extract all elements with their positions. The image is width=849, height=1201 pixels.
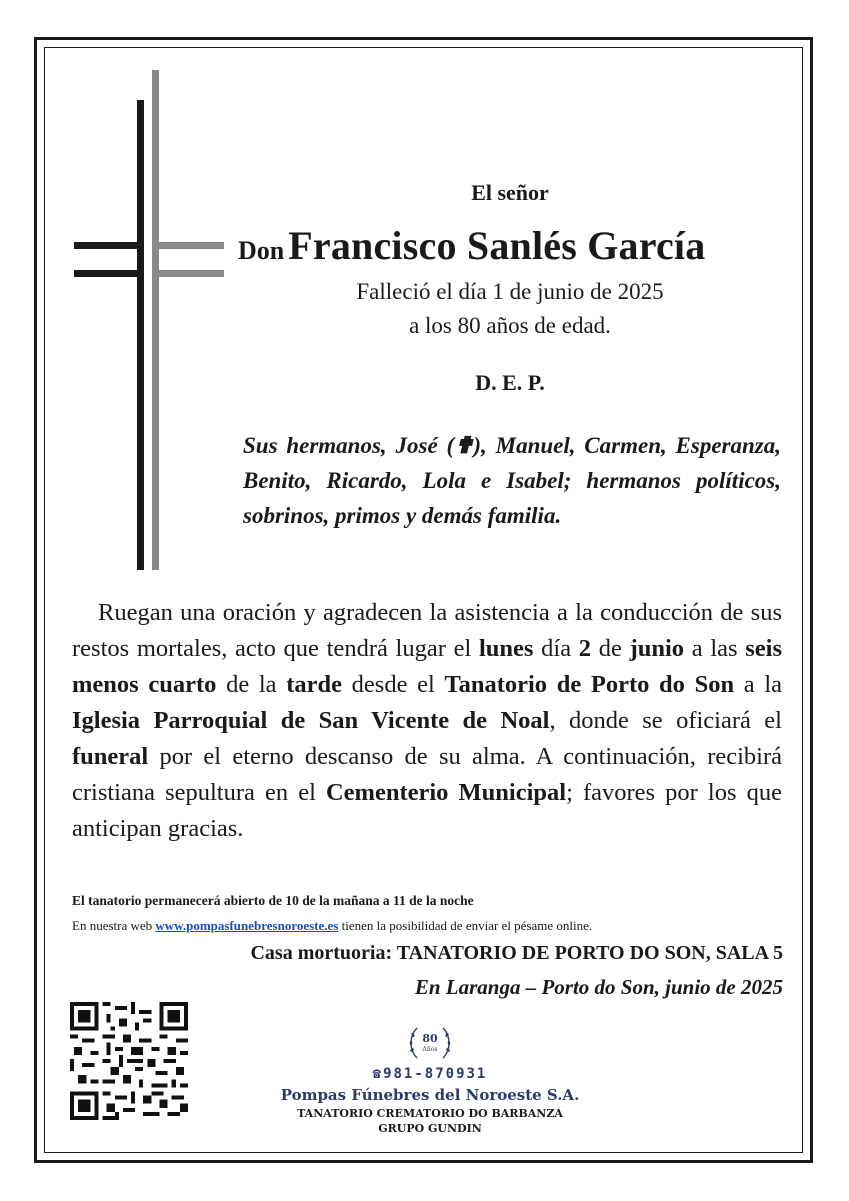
month: junio <box>629 635 685 662</box>
text-segment: desde el <box>342 671 445 698</box>
text-segment: de <box>591 635 630 662</box>
period: tarde <box>286 671 343 698</box>
age: a los 80 años de edad. <box>409 313 611 338</box>
place-date: En Laranga – Porto do Son, junio de 2025 <box>414 975 783 999</box>
text-segment: por el eterno descanso de su alma. A continuación, recibirá cristiana sepultura en el <box>72 743 782 806</box>
company-group: GRUPO GUNDIN <box>378 1122 482 1135</box>
anniversary-badge <box>407 1020 453 1066</box>
death-info <box>300 275 720 343</box>
text-segment: de la <box>216 671 287 698</box>
death-date: Falleció el día 1 de junio de 2025 <box>356 279 664 304</box>
phone-number: 981-870931 <box>383 1066 488 1082</box>
time: seis menos cuarto <box>72 635 782 698</box>
funeral-home <box>250 942 783 965</box>
text-segment: a las <box>684 635 746 662</box>
website-link[interactable]: www.pompasfunebresnoroeste.es <box>155 918 339 933</box>
funeral-home-label: Casa mortuoria: <box>250 942 393 964</box>
deceased-name-row <box>238 222 808 269</box>
text-segment: , donde se oficiará el <box>549 707 782 734</box>
date-number: 2 <box>578 635 592 662</box>
title-prefix: El señor <box>471 180 549 205</box>
cemetery: Cementerio Municipal <box>325 779 567 806</box>
badge-text: Años <box>422 1046 438 1053</box>
rip-text: D. E. P. <box>475 370 545 395</box>
family-list: Sus hermanos, José (✟), Manuel, Carmen, Esperanza, Benito, Ricardo, Lola e Isabel; hermanos políticos, sobrinos, primos y demás familia. <box>243 433 781 528</box>
text-segment: Ruegan una oración y agradecen la asistencia a la conducción de sus restos mortales, acto que tendrá lugar el <box>72 599 782 662</box>
from-place: Tanatorio de Porto do Son <box>444 671 735 698</box>
deceased-name: Francisco Sanlés García <box>288 223 706 268</box>
text-segment: ; favores por los que anticipan gracias. <box>72 779 782 842</box>
web-suffix: tienen la posibilidad de enviar el pésame online. <box>338 918 593 933</box>
web-prefix: En nuestra web <box>72 918 156 933</box>
company-subtitle: TANATORIO CREMATORIO DO BARBANZA <box>297 1107 563 1120</box>
day: lunes <box>478 635 534 662</box>
funeral: funeral <box>72 743 149 770</box>
phone-line <box>330 1066 530 1082</box>
text-segment: a la <box>734 671 783 698</box>
company-name: Pompas Fúnebres del Noroeste S.A. <box>280 1086 580 1104</box>
opening-hours: El tanatorio permanecerá abierto de 10 de la mañana a 11 de la noche <box>72 893 474 908</box>
ceremony-text <box>72 595 782 847</box>
church: Iglesia Parroquial de San Vicente de Noal <box>72 707 550 734</box>
web-line <box>72 918 812 934</box>
phone-icon: ☎ <box>372 1066 384 1082</box>
text-segment: día <box>533 635 579 662</box>
honorific: Don <box>238 236 285 265</box>
badge-number: 80 <box>422 1032 438 1045</box>
qr-code[interactable] <box>70 1002 188 1120</box>
cross-icon <box>70 70 230 570</box>
funeral-home-value: TANATORIO DE PORTO DO SON, SALA 5 <box>396 942 783 964</box>
